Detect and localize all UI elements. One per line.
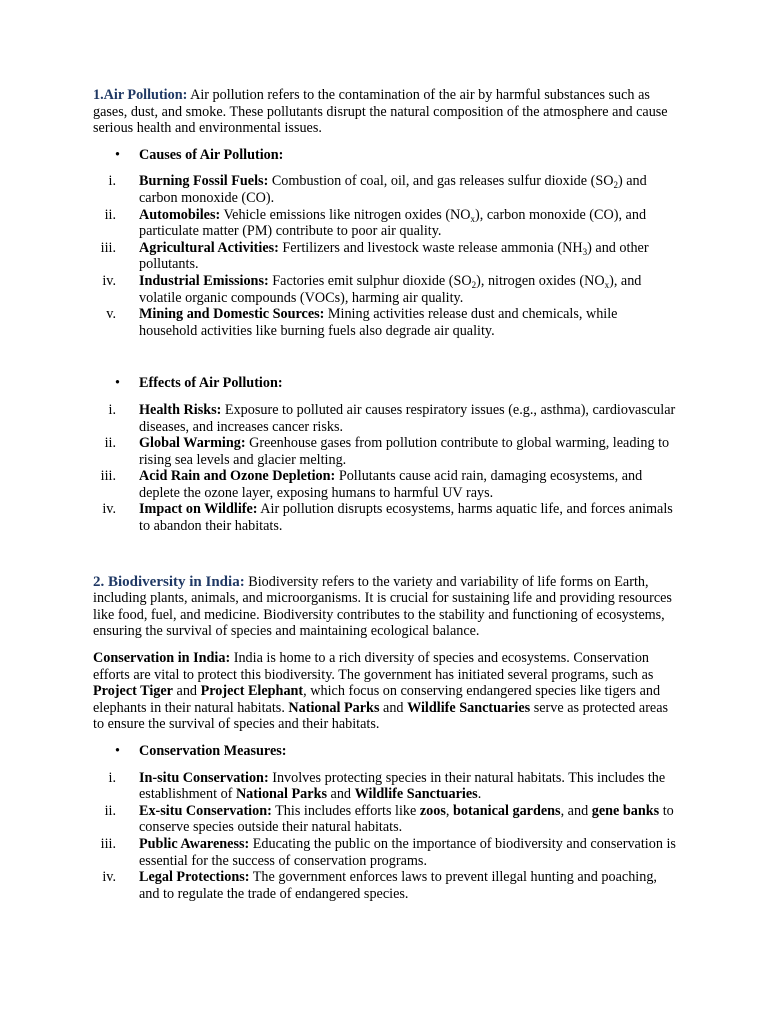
list-number: ii. [104,206,116,223]
subscript: x [470,213,476,224]
list-item [93,803,678,836]
item-text: ) and carbon monoxide (CO). [139,173,647,206]
bold-term: National Parks [235,786,327,803]
effects-bullet [93,375,678,392]
bold-term: National Parks [288,699,380,716]
item-text: Greenhouse gases from pollution contribute to global warming, leading to rising sea levels and glacier melting. [139,435,670,468]
item-label: Burning Fossil Fuels: [139,173,269,190]
item-text: Exposure to polluted air causes respiratory issues (e.g., asthma), cardiovascular diseases, and increases cancer risks. [139,401,676,435]
list-number: ii. [104,802,116,819]
conservation-label: Conservation in India: [93,650,231,667]
list-item [93,173,678,206]
list-item [93,468,678,501]
list-item [93,306,678,339]
list-number: i. [108,769,116,786]
list-number: iv. [102,869,116,886]
item-label: Agricultural Activities: [139,239,279,256]
list-number: i. [108,173,116,190]
text: India is home to a rich diversity of species and ecosystems. Conservation efforts are vital to protect this biodiversity. The government has initiated several programs, such as [93,650,654,683]
bold-term: Project Elephant [200,683,304,700]
bullet-icon: • [115,375,120,392]
bold-term: Project Tiger [93,683,173,700]
item-text: Involves protecting species in their natural habitats. This includes the establishment of [139,769,666,803]
item-text: to conserve species outside their natural habitats. [139,802,674,836]
item-label: Global Warming: [139,435,246,452]
conservation-paragraph [93,650,678,733]
bold-term: zoos [419,802,446,819]
biodiversity-heading: 2. Biodiversity in India: [93,573,245,590]
bold-term: Wildlife Sanctuaries [407,699,531,716]
list-item [93,240,678,273]
measures-bullet [93,743,678,760]
list-item [93,207,678,240]
item-label: Mining and Domestic Sources: [139,306,325,323]
bullet-icon: • [115,146,120,163]
item-label: Automobiles: [139,206,221,223]
subscript: 2 [613,180,618,191]
item-label: Health Risks: [139,401,222,418]
item-text: Mining activities release dust and chemicals, while household activities like burning fuels also degrade air quality. [139,306,618,339]
item-text: . [477,786,482,803]
item-text: Pollutants cause acid rain, damaging ecosystems, and deplete the ozone layer, exposing humans to harmful UV rays. [139,468,643,501]
measures-title: Conservation Measures: [139,743,287,759]
item-text: Air pollution disrupts ecosystems, harms aquatic life, and forces animals to abandon their habitats. [139,501,673,535]
item-text: , and [560,802,592,819]
list-item [93,501,678,534]
list-number: ii. [104,435,116,452]
subscript: 2 [471,279,477,290]
list-number: iii. [100,835,116,852]
item-text: Vehicle emissions like nitrogen oxides (NO [220,206,471,223]
list-number: i. [108,401,116,418]
list-number: iv. [102,272,116,289]
list-number: iii. [100,239,116,256]
bold-term: Wildlife Sanctuaries [354,786,478,803]
text: , which focus on conserving endangered species like tigers and elephants in their natural habitats. [93,683,661,716]
causes-list [93,173,678,339]
list-item [93,869,678,902]
list-item [93,435,678,468]
item-text: This includes efforts like [271,802,420,819]
effects-list [93,402,678,535]
item-text: Fertilizers and livestock waste release ammonia (NH [278,239,583,256]
list-number: iii. [100,468,116,485]
biodiversity-intro-text: Biodiversity refers to the variety and variability of life forms on Earth, including plants, animals, and microorganisms. It is crucial for sustaining life and providing resources like food, fuel, and medicine. Biodiversity contributes to the stability and functioning of ecosystems, ensuring the survival of species and maintaining ecological balance. [93,573,672,640]
item-text: Educating the public on the importance of biodiversity and conservation is essential for the success of conservation programs. [139,835,676,869]
bold-term: botanical gardens [452,802,561,819]
document-body [93,87,678,902]
item-text: , [445,802,453,819]
biodiversity-intro [93,574,678,640]
item-label: Public Awareness: [139,835,250,852]
list-number: iv. [102,501,116,518]
air-pollution-intro-text: Air pollution refers to the contamination of the air by harmful substances such as gases, dust, and smoke. These pollutants disrupt the natural composition of the atmosphere and cause serious health and environmental issues. [93,87,668,137]
causes-title: Causes of Air Pollution: [139,146,284,163]
list-item [93,273,678,306]
bullet-icon: • [115,743,120,759]
item-label: Ex-situ Conservation: [139,802,272,819]
item-label: Industrial Emissions: [139,272,269,289]
item-text: and [326,786,355,803]
item-label: In-situ Conservation: [139,769,269,786]
list-item [93,770,678,803]
item-text: The government enforces laws to prevent illegal hunting and poaching, and to regulate the trade of endangered species. [139,869,657,902]
air-pollution-intro [93,87,678,137]
text: and [379,699,408,716]
item-text: ), carbon monoxide (CO), and particulate matter (PM) contribute to poor air quality. [139,206,647,240]
item-text: ), nitrogen oxides (NO [476,272,605,289]
list-item [93,402,678,435]
air-pollution-heading: 1.Air Pollution: [93,87,188,103]
text: serve as protected areas to ensure the survival of species and their habitats. [93,699,669,733]
causes-bullet [93,147,678,164]
text: and [172,683,201,700]
measures-list [93,770,678,903]
list-number: v. [106,306,116,323]
subscript: 3 [582,246,588,257]
item-text: ), and volatile organic compounds (VOCs), harming air quality. [139,272,642,306]
item-label: Legal Protections: [139,869,250,886]
list-item [93,836,678,869]
item-label: Acid Rain and Ozone Depletion: [139,468,336,485]
item-text: ) and other pollutants. [139,239,649,273]
effects-title: Effects of Air Pollution: [139,375,283,392]
item-label: Impact on Wildlife: [139,501,258,518]
item-text: Combustion of coal, oil, and gas releases sulfur dioxide (SO [268,173,614,190]
item-text: Factories emit sulphur dioxide (SO [268,272,472,289]
subscript: x [604,279,610,290]
bold-term: gene banks [591,802,660,819]
